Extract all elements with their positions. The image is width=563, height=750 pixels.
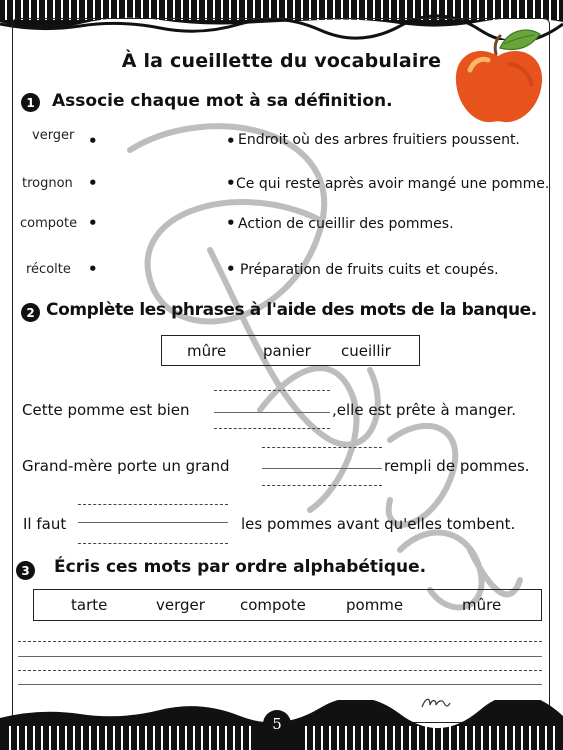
answer-line[interactable]: [262, 468, 382, 469]
writing-guide-line: [18, 641, 542, 642]
signature-logo: [420, 695, 452, 711]
match-dot-right[interactable]: •: [226, 132, 236, 150]
list-word: tarte: [71, 596, 108, 614]
bank-word: cueillir: [341, 342, 391, 360]
match-dot-right[interactable]: •: [226, 174, 236, 192]
section-2-heading: Complète les phrases à l'aide des mots de la banque.: [46, 300, 537, 320]
answer-line[interactable]: [18, 656, 542, 657]
match-word-verger: verger: [32, 128, 75, 143]
writing-guide-line: [262, 485, 382, 486]
sentence-after: ,elle est prête à manger.: [332, 401, 517, 419]
writing-guide-line: [18, 670, 542, 671]
list-word: verger: [156, 596, 205, 614]
apple-icon: [448, 20, 548, 128]
match-definition: Endroit où des arbres fruitiers poussent.: [238, 132, 520, 148]
match-dot-left[interactable]: •: [88, 260, 98, 278]
writing-guide-line: [214, 428, 330, 429]
match-definition: Action de cueillir des pommes.: [238, 216, 454, 232]
bank-word: mûre: [187, 342, 227, 360]
page-title: À la cueillette du vocabulaire: [121, 50, 442, 72]
sentence-after: rempli de pommes.: [384, 457, 530, 475]
match-dot-left[interactable]: •: [88, 214, 98, 232]
answer-line[interactable]: [18, 684, 542, 685]
section-3-heading: Écris ces mots par ordre alphabétique.: [54, 557, 427, 577]
match-dot-right[interactable]: •: [226, 260, 236, 278]
answer-line[interactable]: [78, 522, 228, 523]
match-dot-left[interactable]: •: [88, 132, 98, 150]
page-number: 5: [263, 710, 291, 738]
match-dot-left[interactable]: •: [88, 174, 98, 192]
match-definition: Ce qui reste après avoir mangé une pomme.: [236, 176, 550, 192]
match-dot-right[interactable]: •: [226, 214, 236, 232]
writing-guide-line: [214, 390, 330, 391]
writing-guide-line: [78, 543, 228, 544]
list-word: pomme: [346, 596, 404, 614]
sentence-after: les pommes avant qu'elles tombent.: [241, 515, 516, 533]
bank-word: panier: [263, 342, 311, 360]
section-1-heading: Associe chaque mot à sa définition.: [52, 91, 393, 111]
section-1-number: 1: [21, 93, 40, 112]
writing-guide-line: [262, 447, 382, 448]
list-word: mûre: [462, 596, 502, 614]
sentence-before: Il faut: [23, 515, 67, 533]
section-3-number: 3: [16, 561, 35, 580]
answer-line[interactable]: [214, 412, 330, 413]
match-word-compote: compote: [20, 216, 78, 231]
sentence-before: Cette pomme est bien: [22, 401, 190, 419]
match-word-recolte: récolte: [26, 262, 71, 277]
match-definition: Préparation de fruits cuits et coupés.: [240, 262, 499, 278]
writing-guide-line: [78, 504, 228, 505]
match-word-trognon: trognon: [22, 176, 73, 191]
section-2-number: 2: [21, 303, 40, 322]
sentence-before: Grand-mère porte un grand: [22, 457, 230, 475]
list-word: compote: [240, 596, 306, 614]
